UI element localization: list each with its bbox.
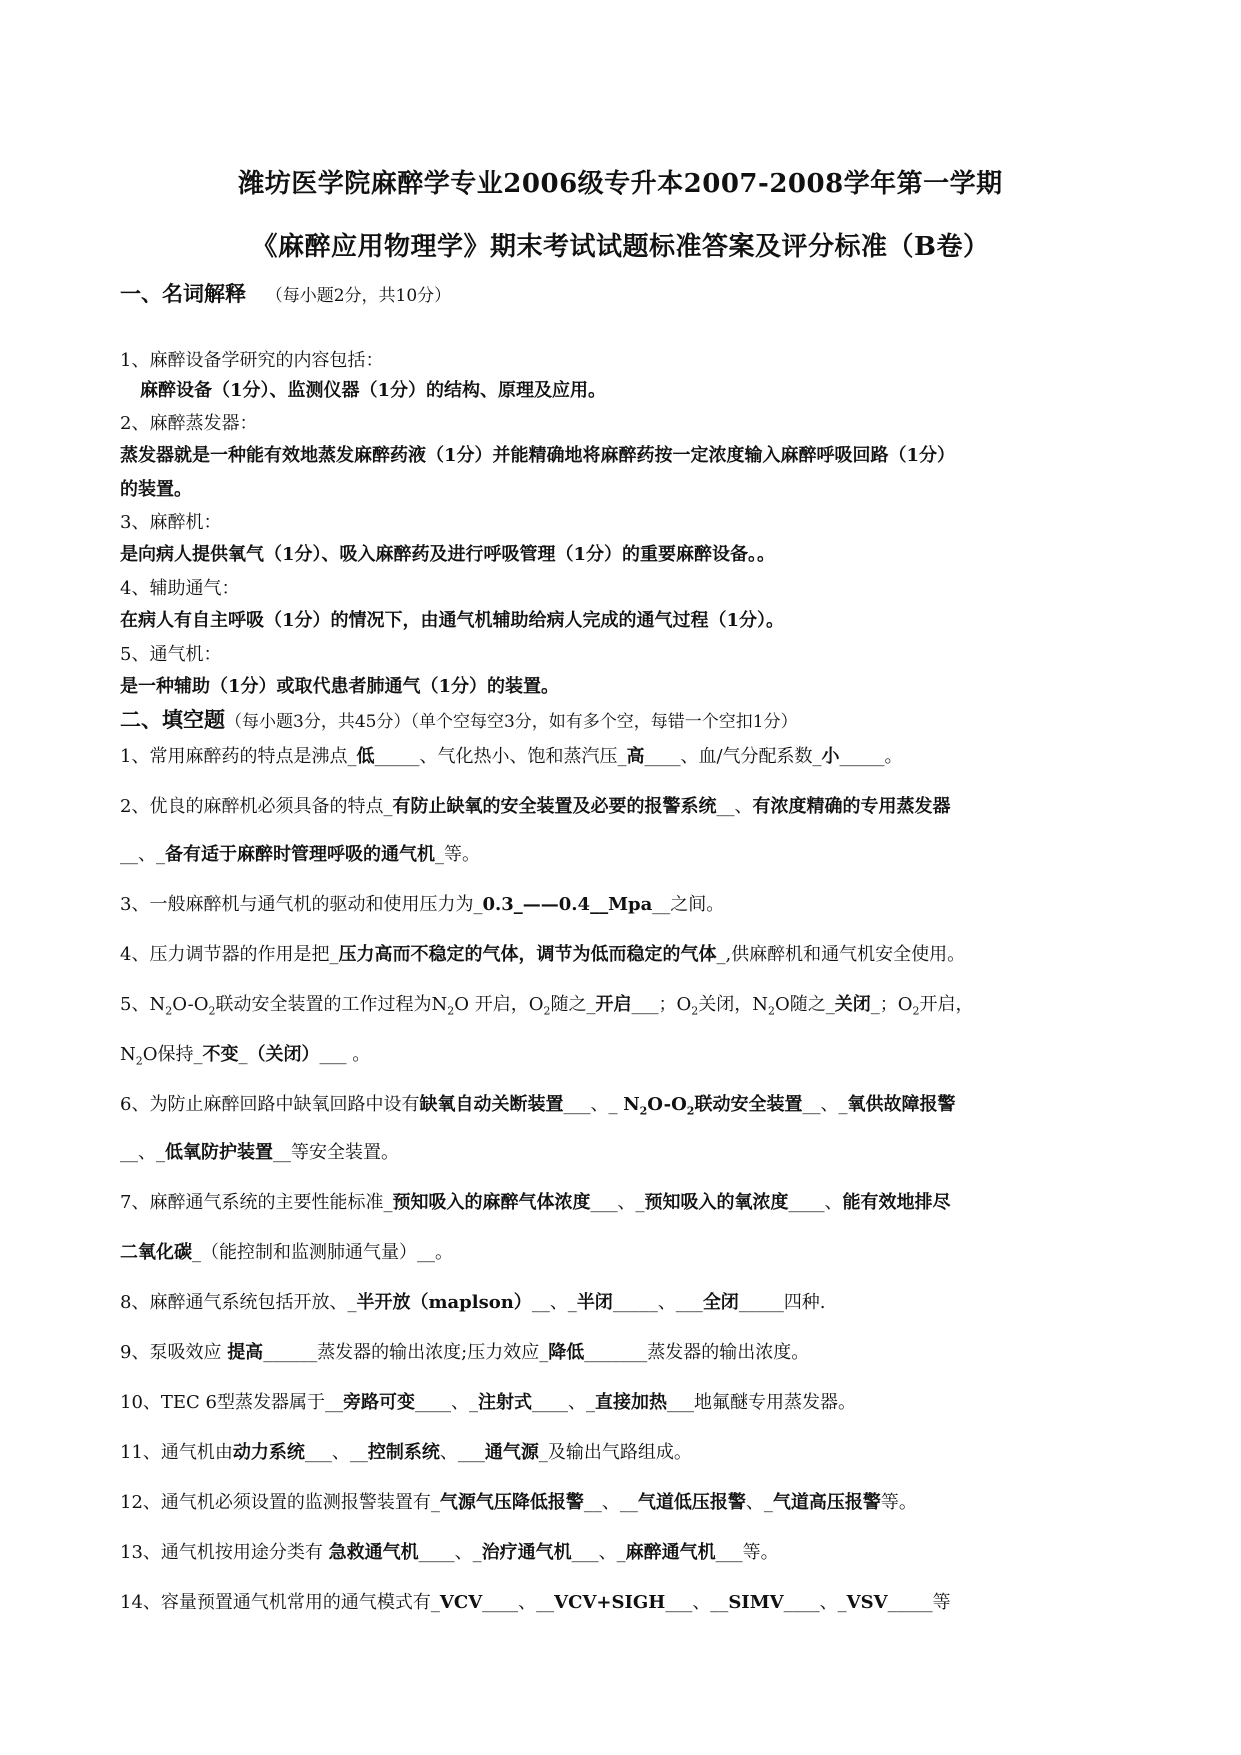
s2-q5-sub2: 2 [208,1004,216,1018]
s2-q6-text1: 6、为防止麻醉回路中缺氧回路中设有 [120,1094,420,1115]
s2-q7-answer2: 预知吸入的氧浓度 [644,1192,789,1213]
s2-q7-answer1: 预知吸入的麻醉气体浓度 [392,1192,591,1213]
section2-note: （每小题3分，共45分）（单个空每空3分，如有多个空，每错一个空扣1分） [225,712,798,732]
s2-q11-answer2: 控制系统 [367,1442,440,1463]
s2-q14-answer2: VCV+SIGH [554,1592,666,1613]
s2-q5-answer4: （关闭） [247,1044,320,1065]
s2-q11-answer3: 通气源 [484,1442,539,1463]
s2-q10-answer2: 注射式 [478,1392,532,1413]
s2-q5-answer3: 不变 [202,1044,239,1065]
s1-a3: 是向病人提供氧气（1分）、吸入麻醉药及进行呼吸管理（1分）的重要麻醉设备。。 [120,544,776,565]
s2-q1 [120,742,1161,768]
section2-heading: 二、填空题 [120,707,225,732]
s2-q7-text2: ___、_ [590,1192,645,1213]
s2-q6-text2: ___、_ [563,1094,624,1115]
s2-q2-answer2: 有浓度精确的专用蒸发器 [752,796,951,817]
s2-q14-answer1: VCV [439,1592,483,1613]
s2-q8-text4: _____四种. [738,1292,826,1313]
s2-q2-text3: __、_ [120,844,165,865]
s2-q5-sub7: 2 [912,1004,920,1018]
s2-q10-answer1: 旁路可变 [343,1392,415,1413]
s2-q5-line1 [120,990,1161,1016]
s2-q2-line1 [120,792,1161,818]
s2-q5-sub4: 2 [543,1004,551,1018]
s2-q11-answer1: 动力系统 [232,1442,305,1463]
s2-q7-answer4: 二氧化碳 [120,1242,192,1263]
s2-q11-text2: ___、__ [304,1442,368,1463]
s2-q10-text3: ____、_ [532,1392,595,1413]
s2-q5-text6: ___；O [631,994,692,1015]
s2-q5-text3: 联动安全装置的工作过程为N [215,994,448,1015]
s2-q5-sub3: 2 [447,1004,455,1018]
s2-q6-text3: __、_ [802,1094,848,1115]
s2-q5-text1: 5、N [120,994,166,1015]
s2-q12-text1: 12、通气机必须设置的监测报警装置有_ [120,1492,440,1513]
s2-q12-text3: 、_ [745,1492,773,1513]
s2-q9-text2: ______蒸发器的输出浓度;压力效应_ [263,1342,549,1363]
s2-q8-answer2: 半闭 [576,1292,613,1313]
s2-q7-l2-text1: _（能控制和监测肺通气量）__。 [192,1242,453,1263]
s2-q6-answer2-part3: 联动安全装置 [694,1094,803,1115]
s2-q9-answer1: 提高 [227,1342,264,1363]
s2-q5-text8: O随之_ [774,994,835,1015]
section2-header [120,704,1161,734]
s2-q5-answer2: 关闭 [834,994,871,1015]
s2-q10 [120,1388,1161,1414]
s2-q14-answer4: VSV [846,1592,888,1613]
s2-q6-l2-text2: __等安全装置。 [273,1142,399,1163]
s2-q1-text4: _____。 [839,746,903,767]
s2-q1-text1: 1、常用麻醉药的特点是沸点_ [120,746,357,767]
s2-q13-text1: 13、通气机按用途分类有 [120,1542,329,1563]
s2-q4-answer1: 压力高而不稳定的气体，调节为低而稳定的气体 [338,944,717,965]
s2-q3-answer1: 0.3_——0.4__Mpa [482,894,653,915]
s2-q5-text10: 开启， [919,994,974,1015]
s2-q2-answer3: 备有适于麻醉时管理呼吸的通气机 [165,844,435,865]
s2-q4-text2: _,供麻醉机和通气机安全使用。 [716,944,966,965]
section1-note: （每小题2分，共10分） [265,286,452,306]
s2-q8-text1: 8、麻醉通气系统包括开放、_ [120,1292,357,1313]
s2-q4 [120,940,1161,966]
s2-q6-answer1: 缺氧自动关断装置 [419,1094,564,1115]
s1-q1: 1、麻醉设备学研究的内容包括： [120,350,384,371]
s1-a4: 在病人有自主呼吸（1分）的情况下，由通气机辅助给病人完成的通气过程（1分）。 [120,610,785,631]
s2-q5-text7: 关闭，N [698,994,768,1015]
s2-q6-answer2-sub2: 2 [686,1104,695,1118]
s2-q13-answer2: 治疗通气机 [481,1542,572,1563]
title-line-1: 潍坊医学院麻醉学专业2006级专升本2007-2008学年第一学期 [238,169,1003,199]
s1-a1: 麻醉设备（1分）、监测仪器（1分）的结构、原理及应用。 [140,380,607,401]
s2-q13-answer3: 麻醉通气机 [625,1542,716,1563]
s2-q5-text9: _；O [870,994,913,1015]
section1-heading: 一、名词解释 [120,281,246,306]
s2-q5-text2: O-O [172,994,209,1015]
s2-q9 [120,1338,1161,1364]
s2-q10-text1: 10、TEC 6型蒸发器属于__ [120,1392,343,1413]
s1-a2-line1: 蒸发器就是一种能有效地蒸发麻醉药液（1分）并能精确地将麻醉药按一定浓度输入麻醉呼吸回路（1分） [120,445,956,466]
s2-q6-answer2 [623,1094,803,1118]
s2-q7-line1 [120,1188,1161,1214]
s2-q5-answer1: 开启 [595,994,632,1015]
s2-q13-answer1: 急救通气机 [328,1542,419,1563]
s2-q6-answer4: 低氧防护装置 [165,1142,273,1163]
s2-q1-text3: ____、血/气分配系数_ [644,746,822,767]
s2-q11-text1: 11、通气机由 [120,1442,233,1463]
s2-q12-answer3: 气道高压报警 [772,1492,881,1513]
s2-q11 [120,1438,1161,1464]
s1-a2-line2: 的装置。 [120,479,192,500]
s2-q14-text4: ____、_ [783,1592,847,1613]
s2-q6-answer2-part2: O-O [647,1094,687,1115]
s2-q1-text2: _____、气化热小、饱和蒸汽压_ [374,746,627,767]
s1-q4: 4、辅助通气： [120,578,240,599]
s2-q5-sub5: 2 [691,1004,699,1018]
s2-q1-answer1: 低 [356,746,375,767]
s2-q14 [120,1588,1161,1614]
s2-q8 [120,1288,1161,1314]
s2-q12-text4: 等。 [880,1492,917,1513]
s2-q6-answer2-part1: N [623,1094,640,1115]
s2-q7-text3: ____、 [788,1192,843,1213]
s2-q10-text2: ____、_ [415,1392,478,1413]
s2-q8-text2: __、_ [531,1292,577,1313]
s2-q12-text2: __、__ [583,1492,638,1513]
s2-q9-text3: _______蒸发器的输出浓度。 [584,1342,810,1363]
s2-q6-answer2-sub1: 2 [639,1104,648,1118]
s2-q2-answer1: 有防止缺氧的安全装置及必要的报警系统 [392,796,717,817]
s2-q12 [120,1488,1161,1514]
s2-q5-text4: O 开启，O [454,994,544,1015]
s2-q5-l2-text1: N [120,1044,136,1065]
s2-q13 [120,1538,1161,1564]
s2-q5-sub1: 2 [165,1004,173,1018]
s2-q6-l2-text1: __、_ [120,1142,165,1163]
s1-q3: 3、麻醉机： [120,512,222,533]
s2-q5-sub6: 2 [767,1004,775,1018]
s2-q5-l2-text2: O保持_ [142,1044,203,1065]
s2-q3 [120,890,1161,916]
s2-q2-text1: 2、优良的麻醉机必须具备的特点_ [120,796,393,817]
s2-q5-l2-text4: ___ 。 [319,1044,371,1065]
s2-q14-text2: ____、__ [482,1592,555,1613]
s2-q2-text2: __、 [716,796,753,817]
s2-q5-l2-sub1: 2 [135,1054,143,1068]
s2-q5-text5: 随之_ [550,994,596,1015]
s2-q12-answer2: 气道低压报警 [637,1492,746,1513]
s2-q4-text1: 4、压力调节器的作用是把_ [120,944,339,965]
s2-q14-text5: _____等 [887,1592,951,1613]
s2-q7-answer3: 能有效地排尽 [842,1192,951,1213]
s2-q14-text3: ___、__ [665,1592,729,1613]
s2-q5-line2 [120,1040,1161,1066]
s2-q9-answer2: 降低 [548,1342,585,1363]
s2-q6-line2 [120,1138,1161,1164]
s2-q3-text2: __之间。 [652,894,725,915]
s2-q5-l2-text3: _ [238,1044,248,1065]
s2-q13-text4: ___等。 [715,1542,779,1563]
s2-q2-line2 [120,840,1161,866]
s1-q5: 5、通气机： [120,644,222,665]
s2-q13-text2: ____、_ [418,1542,482,1563]
s2-q9-text1: 9、泵吸效应 [120,1342,228,1363]
s2-q1-answer2: 高 [626,746,645,767]
s1-a5: 是一种辅助（1分）或取代患者肺通气（1分）的装置。 [120,676,560,697]
s2-q6-line1 [120,1090,1161,1116]
s2-q11-text4: _及输出气路组成。 [538,1442,692,1463]
s2-q3-text1: 3、一般麻醉机与通气机的驱动和使用压力为_ [120,894,483,915]
s2-q7-text1: 7、麻醉通气系统的主要性能标准_ [120,1192,393,1213]
s2-q14-text1: 14、容量预置通气机常用的通气模式有_ [120,1592,440,1613]
s2-q1-answer3: 小 [821,746,840,767]
s2-q8-answer1: 半开放（maplson） [356,1292,532,1313]
title-line-2: 《麻醉应用物理学》期末考试试题标准答案及评分标准（B卷） [251,232,990,262]
s2-q8-text3: _____、___ [612,1292,703,1313]
s2-q13-text3: ___、_ [571,1542,626,1563]
section1-header [120,278,1161,308]
s2-q10-answer3: 直接加热 [595,1392,667,1413]
s2-q6-answer3: 氧供故障报警 [847,1094,956,1115]
s2-q2-text4: _等。 [435,844,480,865]
s2-q8-answer3: 全闭 [702,1292,739,1313]
s2-q11-text3: 、___ [439,1442,485,1463]
s2-q12-answer1: 气源气压降低报警 [439,1492,584,1513]
s2-q14-answer3: SIMV [728,1592,784,1613]
s2-q10-text4: ___地氟醚专用蒸发器。 [667,1392,856,1413]
s2-q7-line2 [120,1238,1161,1264]
s1-q2: 2、麻醉蒸发器： [120,413,258,434]
